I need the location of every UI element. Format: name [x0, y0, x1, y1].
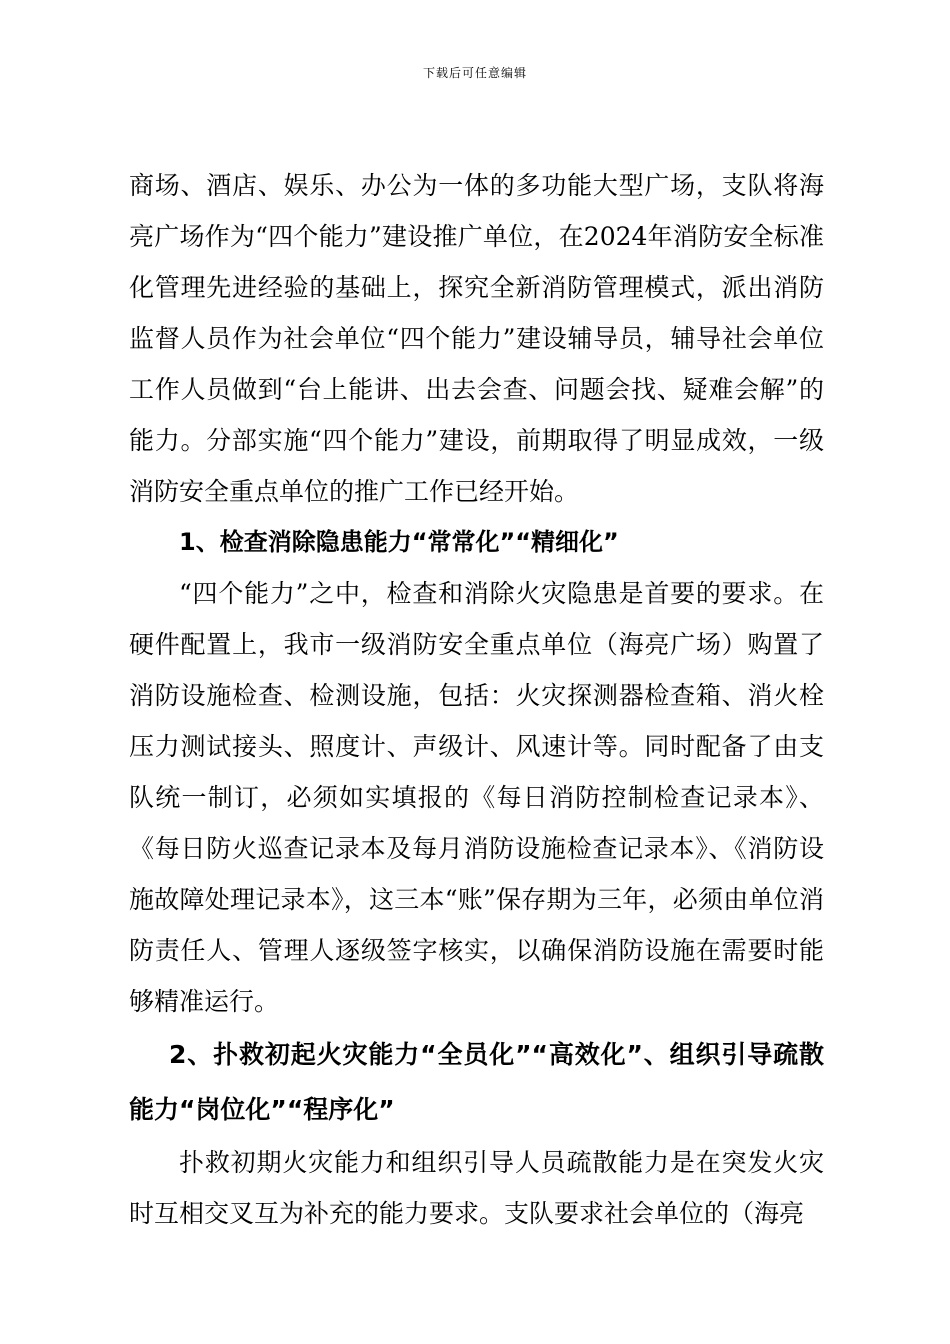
document-body [129, 160, 824, 1239]
paragraph-2: “四个能力”之中，检查和消除火灾隐患是首要的要求。在硬件配置上，我市一级消防安全重点单位（海亮广场）购置了消防设施检查、检测设施，包括：火灾探测器检查箱、消火栓压力测试接头、照度计、声级计、风速计等。同时配备了由支队统一制订，必须如实填报的《每日消防控制检查记录本》、《每日防火巡查记录本及每月消防设施检查记录本》、《消防设施故障处理记录本》，这三本“账”保存期为三年，必须由单位消防责任人、管理人逐级签字核实，以确保消防设施在需要时能够精准运行。 [129, 579, 824, 1016]
page-header: 下载后可任意编辑 [422, 66, 527, 80]
section-heading-1: 1、检查消除隐患能力“常常化”“精细化” [179, 528, 619, 556]
paragraph-1: 商场、酒店、娱乐、办公为一体的多功能大型广场，支队将海亮广场作为“四个能力”建设推广单位，在2024年消防安全标准化管理先进经验的基础上，探究全新消防管理模式，派出消防监督人员作为社会单位“四个能力”建设辅导员，辅导社会单位工作人员做到“台上能讲、出去会查、问题会找、疑难会解”的能力。分部实施“四个能力”建设，前期取得了明显成效，一级消防安全重点单位的推广工作已经开始。 [129, 171, 824, 506]
paragraph-3: 扑救初期火灾能力和组织引导人员疏散能力是在突发火灾时互相交叉互为补充的能力要求。支队要求社会单位的（海亮 [129, 1148, 824, 1228]
section-heading-2: 2、扑救初起火灾能力“全员化”“高效化”、组织引导疏散能力“岗位化”“程序化” [129, 1040, 824, 1124]
